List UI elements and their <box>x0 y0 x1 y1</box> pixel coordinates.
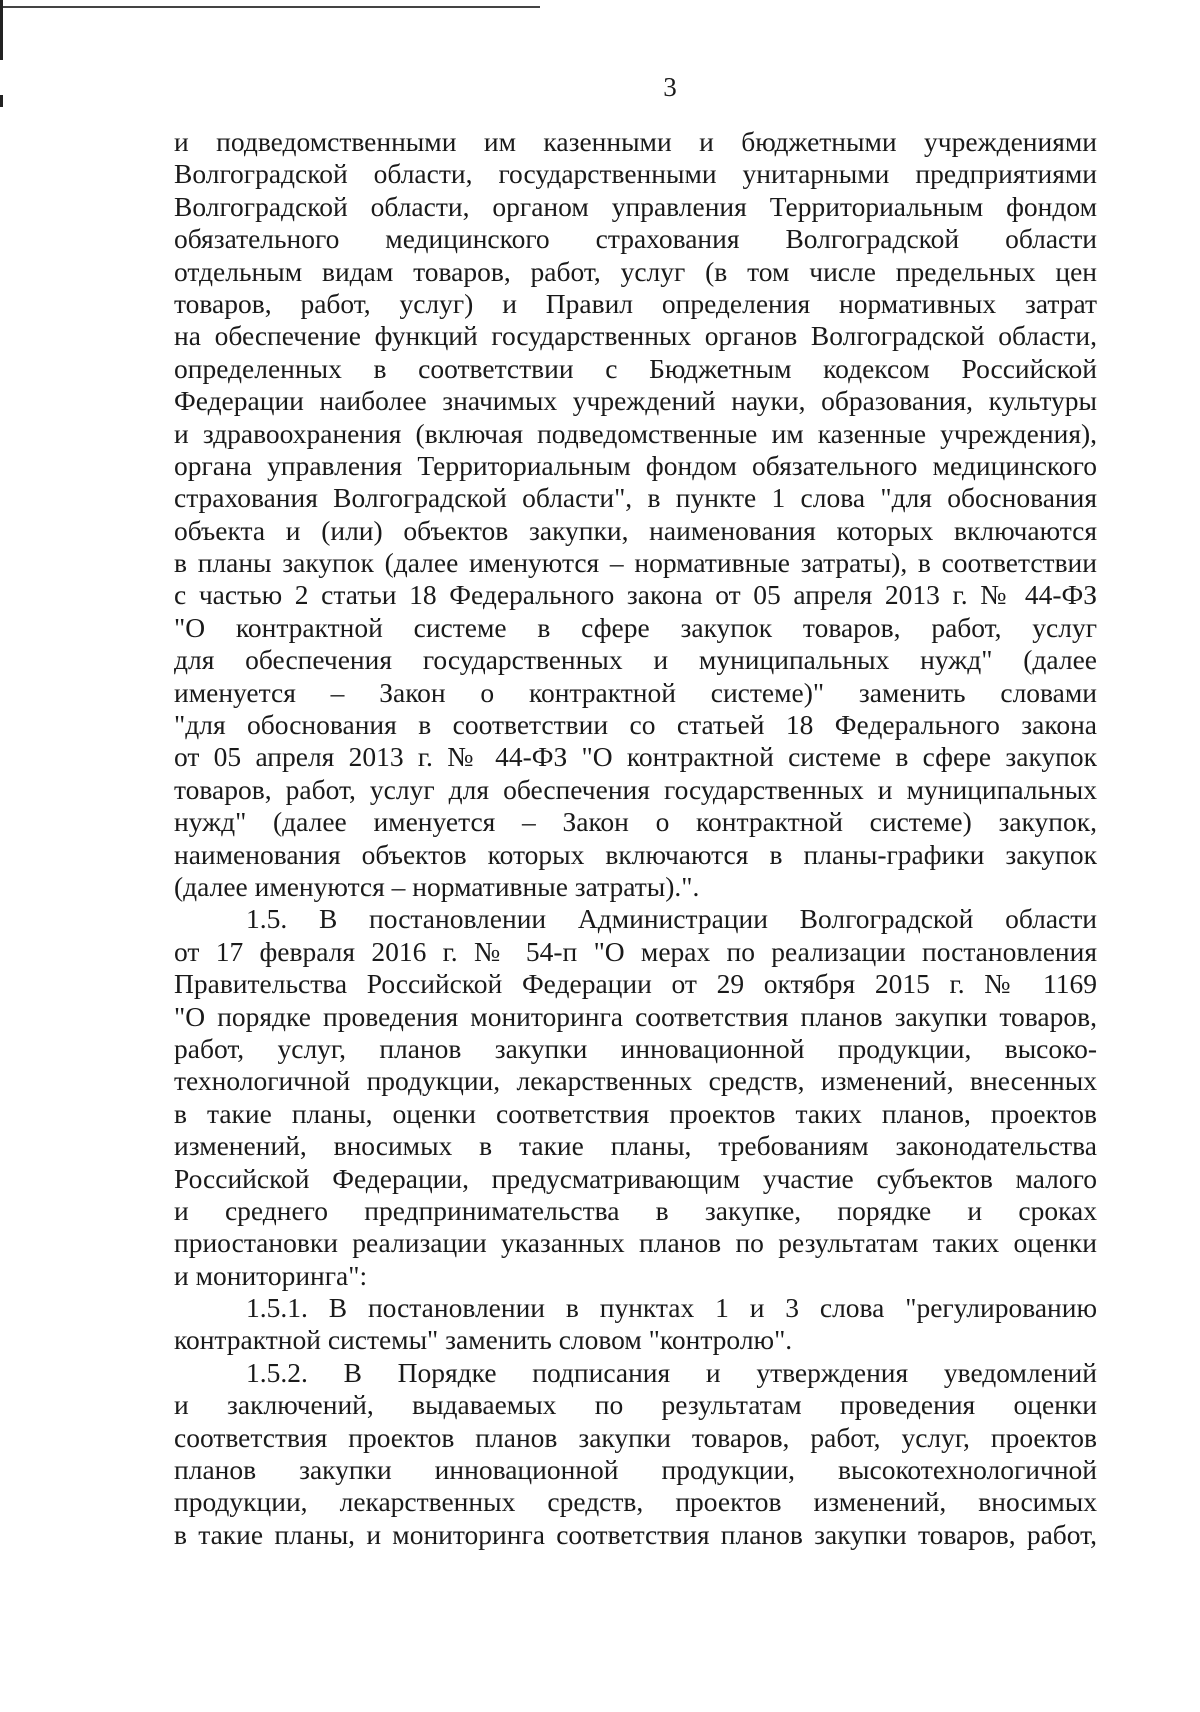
document-line: "О контрактной системе в сфере закупок товаров, работ, услуг <box>174 611 1097 643</box>
document-line: объекта и (или) объектов закупки, наименования которых включаются <box>174 514 1097 546</box>
page-number: 3 <box>663 72 677 102</box>
document-line: 1.5.2. В Порядке подписания и утверждения уведомлений <box>246 1356 1097 1388</box>
scan-top-border <box>0 6 540 8</box>
document-line: отдельным видам товаров, работ, услуг (в том числе предельных цен <box>174 255 1097 287</box>
document-line: в такие планы, оценки соответствия проектов таких планов, проектов <box>174 1097 1097 1129</box>
document-line: и здравоохранения (включая подведомственные им казенные учреждения), <box>174 417 1097 449</box>
document-line: наименования объектов которых включаются в планы-графики закупок <box>174 838 1097 870</box>
document-line: Российской Федерации, предусматривающим участие субъектов малого <box>174 1162 1097 1194</box>
document-line: изменений, вносимых в такие планы, требованиям законодательства <box>174 1130 1097 1162</box>
document-line: органа управления Территориальным фондом обязательного медицинского <box>174 449 1097 481</box>
scan-left-edge-mark <box>0 0 3 60</box>
document-line: приостановки реализации указанных планов по результатам таких оценки <box>174 1227 1097 1259</box>
document-line: Волгоградской области, органом управления Территориальным фондом <box>174 190 1097 222</box>
document-line: Федерации наиболее значимых учреждений науки, образования, культуры <box>174 385 1097 417</box>
document-line: и подведомственными им казенными и бюджетными учреждениями <box>174 126 1097 157</box>
document-line: Правительства Российской Федерации от 29 октября 2015 г. № 1169 <box>174 968 1097 1000</box>
document-line: "для обоснования в соответствии со статьей 18 Федерального закона <box>174 709 1097 741</box>
document-line: определенных в соответствии с Бюджетным кодексом Российской <box>174 352 1097 384</box>
document-line: контрактной системы" заменить словом "контролю". <box>174 1324 793 1356</box>
document-line: Волгоградской области, государственными унитарными предприятиями <box>174 158 1097 190</box>
document-line: страхования Волгоградской области", в пункте 1 слова "для обоснования <box>174 482 1097 514</box>
document-line: и мониторинга": <box>174 1259 368 1291</box>
document-line: товаров, работ, услуг для обеспечения государственных и муниципальных <box>174 773 1097 805</box>
document-line: и заключений, выдаваемых по результатам проведения оценки <box>174 1389 1097 1421</box>
document-line: от 17 февраля 2016 г. № 54-п "О мерах по реализации постановления <box>174 935 1097 967</box>
document-line: от 05 апреля 2013 г. № 44-ФЗ "О контрактной системе в сфере закупок <box>174 741 1097 773</box>
document-line: планов закупки инновационной продукции, высокотехнологичной <box>174 1454 1097 1486</box>
document-line: 1.5. В постановлении Администрации Волгоградской области <box>246 903 1097 935</box>
document-line: технологичной продукции, лекарственных средств, изменений, внесенных <box>174 1065 1097 1097</box>
document-line: "О порядке проведения мониторинга соответствия планов закупки товаров, <box>174 1000 1097 1032</box>
document-body <box>174 126 1097 1551</box>
document-line: 1.5.1. В постановлении в пунктах 1 и 3 слова "регулированию <box>246 1292 1097 1324</box>
document-line: на обеспечение функций государственных органов Волгоградской области, <box>174 320 1097 352</box>
document-line: и среднего предпринимательства в закупке, порядке и сроках <box>174 1194 1097 1226</box>
document-line: в такие планы, и мониторинга соответствия планов закупки товаров, работ, <box>174 1518 1097 1550</box>
document-line: именуется – Закон о контрактной системе)" заменить словами <box>174 676 1097 708</box>
document-line: (далее именуются – нормативные затраты).". <box>174 870 700 902</box>
document-line: товаров, работ, услуг) и Правил определения нормативных затрат <box>174 287 1097 319</box>
document-line: для обеспечения государственных и муниципальных нужд" (далее <box>174 644 1097 676</box>
document-line: продукции, лекарственных средств, проектов изменений, вносимых <box>174 1486 1097 1518</box>
document-line: обязательного медицинского страхования Волгоградской области <box>174 223 1097 255</box>
document-line: работ, услуг, планов закупки инновационной продукции, высоко- <box>174 1032 1097 1064</box>
document-line: в планы закупок (далее именуются – нормативные затраты), в соответствии <box>174 547 1097 579</box>
document-line: соответствия проектов планов закупки товаров, работ, услуг, проектов <box>174 1421 1097 1453</box>
document-line: с частью 2 статьи 18 Федерального закона от 05 апреля 2013 г. № 44-ФЗ <box>174 579 1097 611</box>
document-line: нужд" (далее именуется – Закон о контрактной системе) закупок, <box>174 806 1097 838</box>
